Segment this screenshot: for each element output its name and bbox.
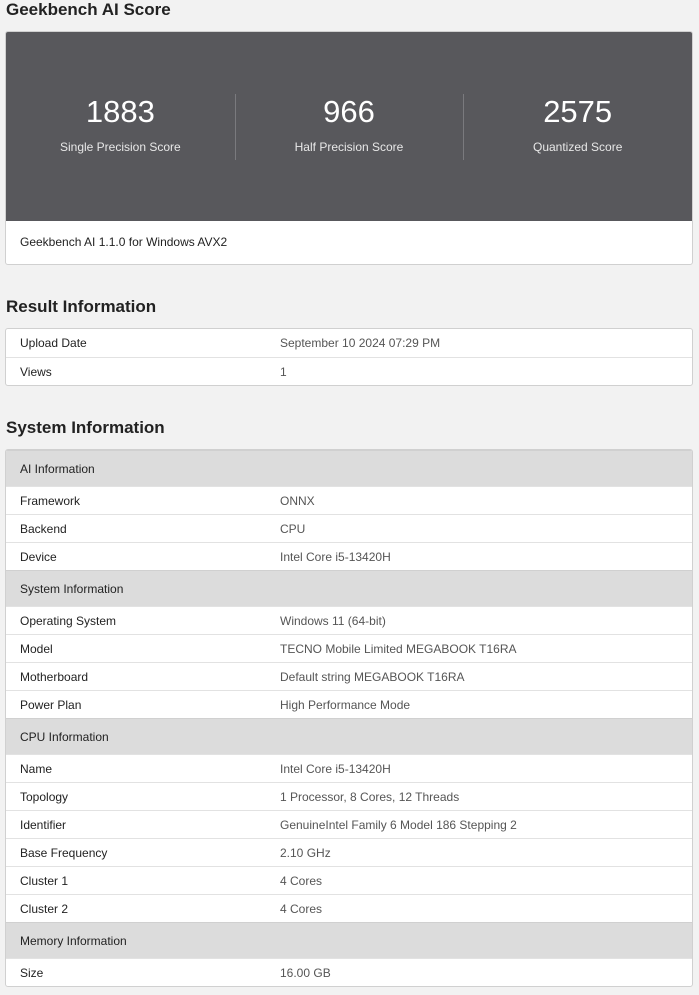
row-key: Model xyxy=(20,641,53,656)
row-key: Cluster 1 xyxy=(20,873,69,888)
group-header-system xyxy=(6,570,692,606)
score-panel xyxy=(6,32,692,221)
result-section-title: Result Information xyxy=(6,297,157,316)
table-row xyxy=(6,690,692,718)
system-info-table xyxy=(5,449,693,987)
row-key: Size xyxy=(20,965,44,980)
row-value: Intel Core i5-13420H xyxy=(280,549,391,564)
result-info-table xyxy=(5,328,693,386)
benchmark-version: Geekbench AI 1.1.0 for Windows AVX2 xyxy=(20,235,228,249)
score-section-title: Geekbench AI Score xyxy=(6,0,171,19)
score-label: Single Precision Score xyxy=(59,139,181,154)
score-value: 966 xyxy=(323,93,375,129)
row-key: Device xyxy=(20,549,57,564)
table-row xyxy=(6,542,692,570)
row-value: GenuineIntel Family 6 Model 186 Stepping 2 xyxy=(280,817,517,832)
table-row xyxy=(6,486,692,514)
row-value: CPU xyxy=(280,521,306,536)
row-value: Default string MEGABOOK T16RA xyxy=(280,669,465,684)
row-value: 1 xyxy=(280,364,287,379)
row-key: Power Plan xyxy=(20,697,82,712)
group-header-label: Memory Information xyxy=(20,933,127,948)
score-value: 2575 xyxy=(543,93,613,129)
row-key: Operating System xyxy=(20,613,117,628)
quantized-score xyxy=(463,94,692,160)
row-value: ONNX xyxy=(280,493,315,508)
score-label: Half Precision Score xyxy=(294,139,404,154)
table-row xyxy=(6,329,692,357)
table-row xyxy=(6,514,692,542)
table-row xyxy=(6,754,692,782)
table-row xyxy=(6,838,692,866)
single-precision-score xyxy=(6,94,235,160)
table-row xyxy=(6,810,692,838)
group-header-ai xyxy=(6,450,692,486)
table-row xyxy=(6,662,692,690)
table-row xyxy=(6,894,692,922)
row-value: 4 Cores xyxy=(280,873,323,888)
group-header-cpu xyxy=(6,718,692,754)
table-row xyxy=(6,866,692,894)
row-value: High Performance Mode xyxy=(280,697,411,712)
row-key: Motherboard xyxy=(20,669,89,684)
table-row xyxy=(6,782,692,810)
half-precision-score xyxy=(235,94,464,160)
row-key: Framework xyxy=(20,493,81,508)
row-key: Name xyxy=(20,761,53,776)
row-value: TECNO Mobile Limited MEGABOOK T16RA xyxy=(280,641,517,656)
score-card xyxy=(5,31,693,265)
row-key: Backend xyxy=(20,521,67,536)
table-row xyxy=(6,606,692,634)
group-header-label: System Information xyxy=(20,581,124,596)
system-section-title: System Information xyxy=(6,418,165,437)
row-value: 16.00 GB xyxy=(280,965,331,980)
row-key: Identifier xyxy=(20,817,67,832)
row-value: 2.10 GHz xyxy=(280,845,331,860)
group-header-label: CPU Information xyxy=(20,729,109,744)
group-header-memory xyxy=(6,922,692,958)
row-value: September 10 2024 07:29 PM xyxy=(280,336,441,350)
table-row xyxy=(6,357,692,385)
row-value: Windows 11 (64-bit) xyxy=(280,613,386,628)
table-row xyxy=(6,634,692,662)
row-key: Cluster 2 xyxy=(20,901,69,916)
group-header-label: AI Information xyxy=(20,461,95,476)
table-row xyxy=(6,958,692,986)
row-key: Views xyxy=(20,364,52,379)
score-value: 1883 xyxy=(85,93,155,129)
row-key: Upload Date xyxy=(20,336,87,350)
score-label: Quantized Score xyxy=(532,139,623,154)
row-key: Base Frequency xyxy=(20,845,108,860)
row-key: Topology xyxy=(20,789,69,804)
row-value: Intel Core i5-13420H xyxy=(280,761,391,776)
row-value: 4 Cores xyxy=(280,901,323,916)
row-value: 1 Processor, 8 Cores, 12 Threads xyxy=(280,789,460,804)
